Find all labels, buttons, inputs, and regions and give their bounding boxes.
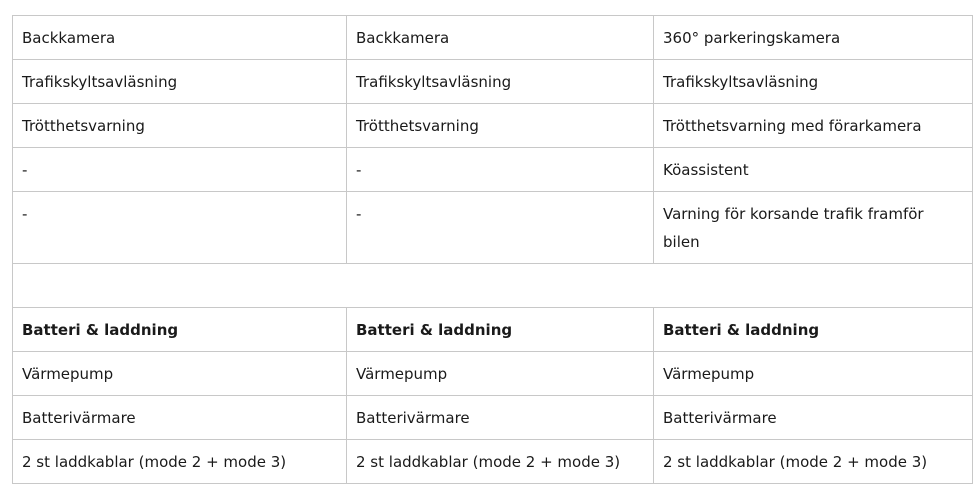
section-divider-row <box>13 264 973 308</box>
table-cell: Trötthetsvarning <box>347 104 654 148</box>
table-cell: Köassistent <box>654 148 973 192</box>
table-cell: Värmepump <box>347 352 654 396</box>
table-cell: 2 st laddkablar (mode 2 + mode 3) <box>347 440 654 484</box>
table-cell: - <box>347 148 654 192</box>
table-cell: Backkamera <box>347 16 654 60</box>
table-cell: Trafikskyltsavläsning <box>13 60 347 104</box>
table-row <box>13 352 973 396</box>
table-cell: 2 st laddkablar (mode 2 + mode 3) <box>13 440 347 484</box>
table-cell: - <box>347 192 654 264</box>
table-cell: Värmepump <box>13 352 347 396</box>
table-cell: Backkamera <box>13 16 347 60</box>
table-cell: Batterivärmare <box>654 396 973 440</box>
table-cell: Trafikskyltsavläsning <box>347 60 654 104</box>
table-cell: 2 st laddkablar (mode 2 + mode 3) <box>654 440 973 484</box>
table-cell: 360° parkeringskamera <box>654 16 973 60</box>
table-cell: Trafikskyltsavläsning <box>654 60 973 104</box>
table-row <box>13 192 973 264</box>
section-header-cell: Batteri & laddning <box>347 308 654 352</box>
table-row <box>13 396 973 440</box>
table-cell: Batterivärmare <box>13 396 347 440</box>
spec-table <box>12 15 973 484</box>
section-header-cell: Batteri & laddning <box>654 308 973 352</box>
empty-cell <box>13 264 973 308</box>
table-cell: - <box>13 148 347 192</box>
section-header-cell: Batteri & laddning <box>13 308 347 352</box>
table-cell: Trötthetsvarning <box>13 104 347 148</box>
table-row <box>13 440 973 484</box>
table-row <box>13 148 973 192</box>
table-row <box>13 60 973 104</box>
table-cell: - <box>13 192 347 264</box>
table-cell: Trötthetsvarning med förarkamera <box>654 104 973 148</box>
table-cell: Värmepump <box>654 352 973 396</box>
table-row <box>13 104 973 148</box>
table-cell: Batterivärmare <box>347 396 654 440</box>
table-row <box>13 16 973 60</box>
section-header-row <box>13 308 973 352</box>
table-cell: Varning för korsande trafik framför bilen <box>654 192 973 264</box>
